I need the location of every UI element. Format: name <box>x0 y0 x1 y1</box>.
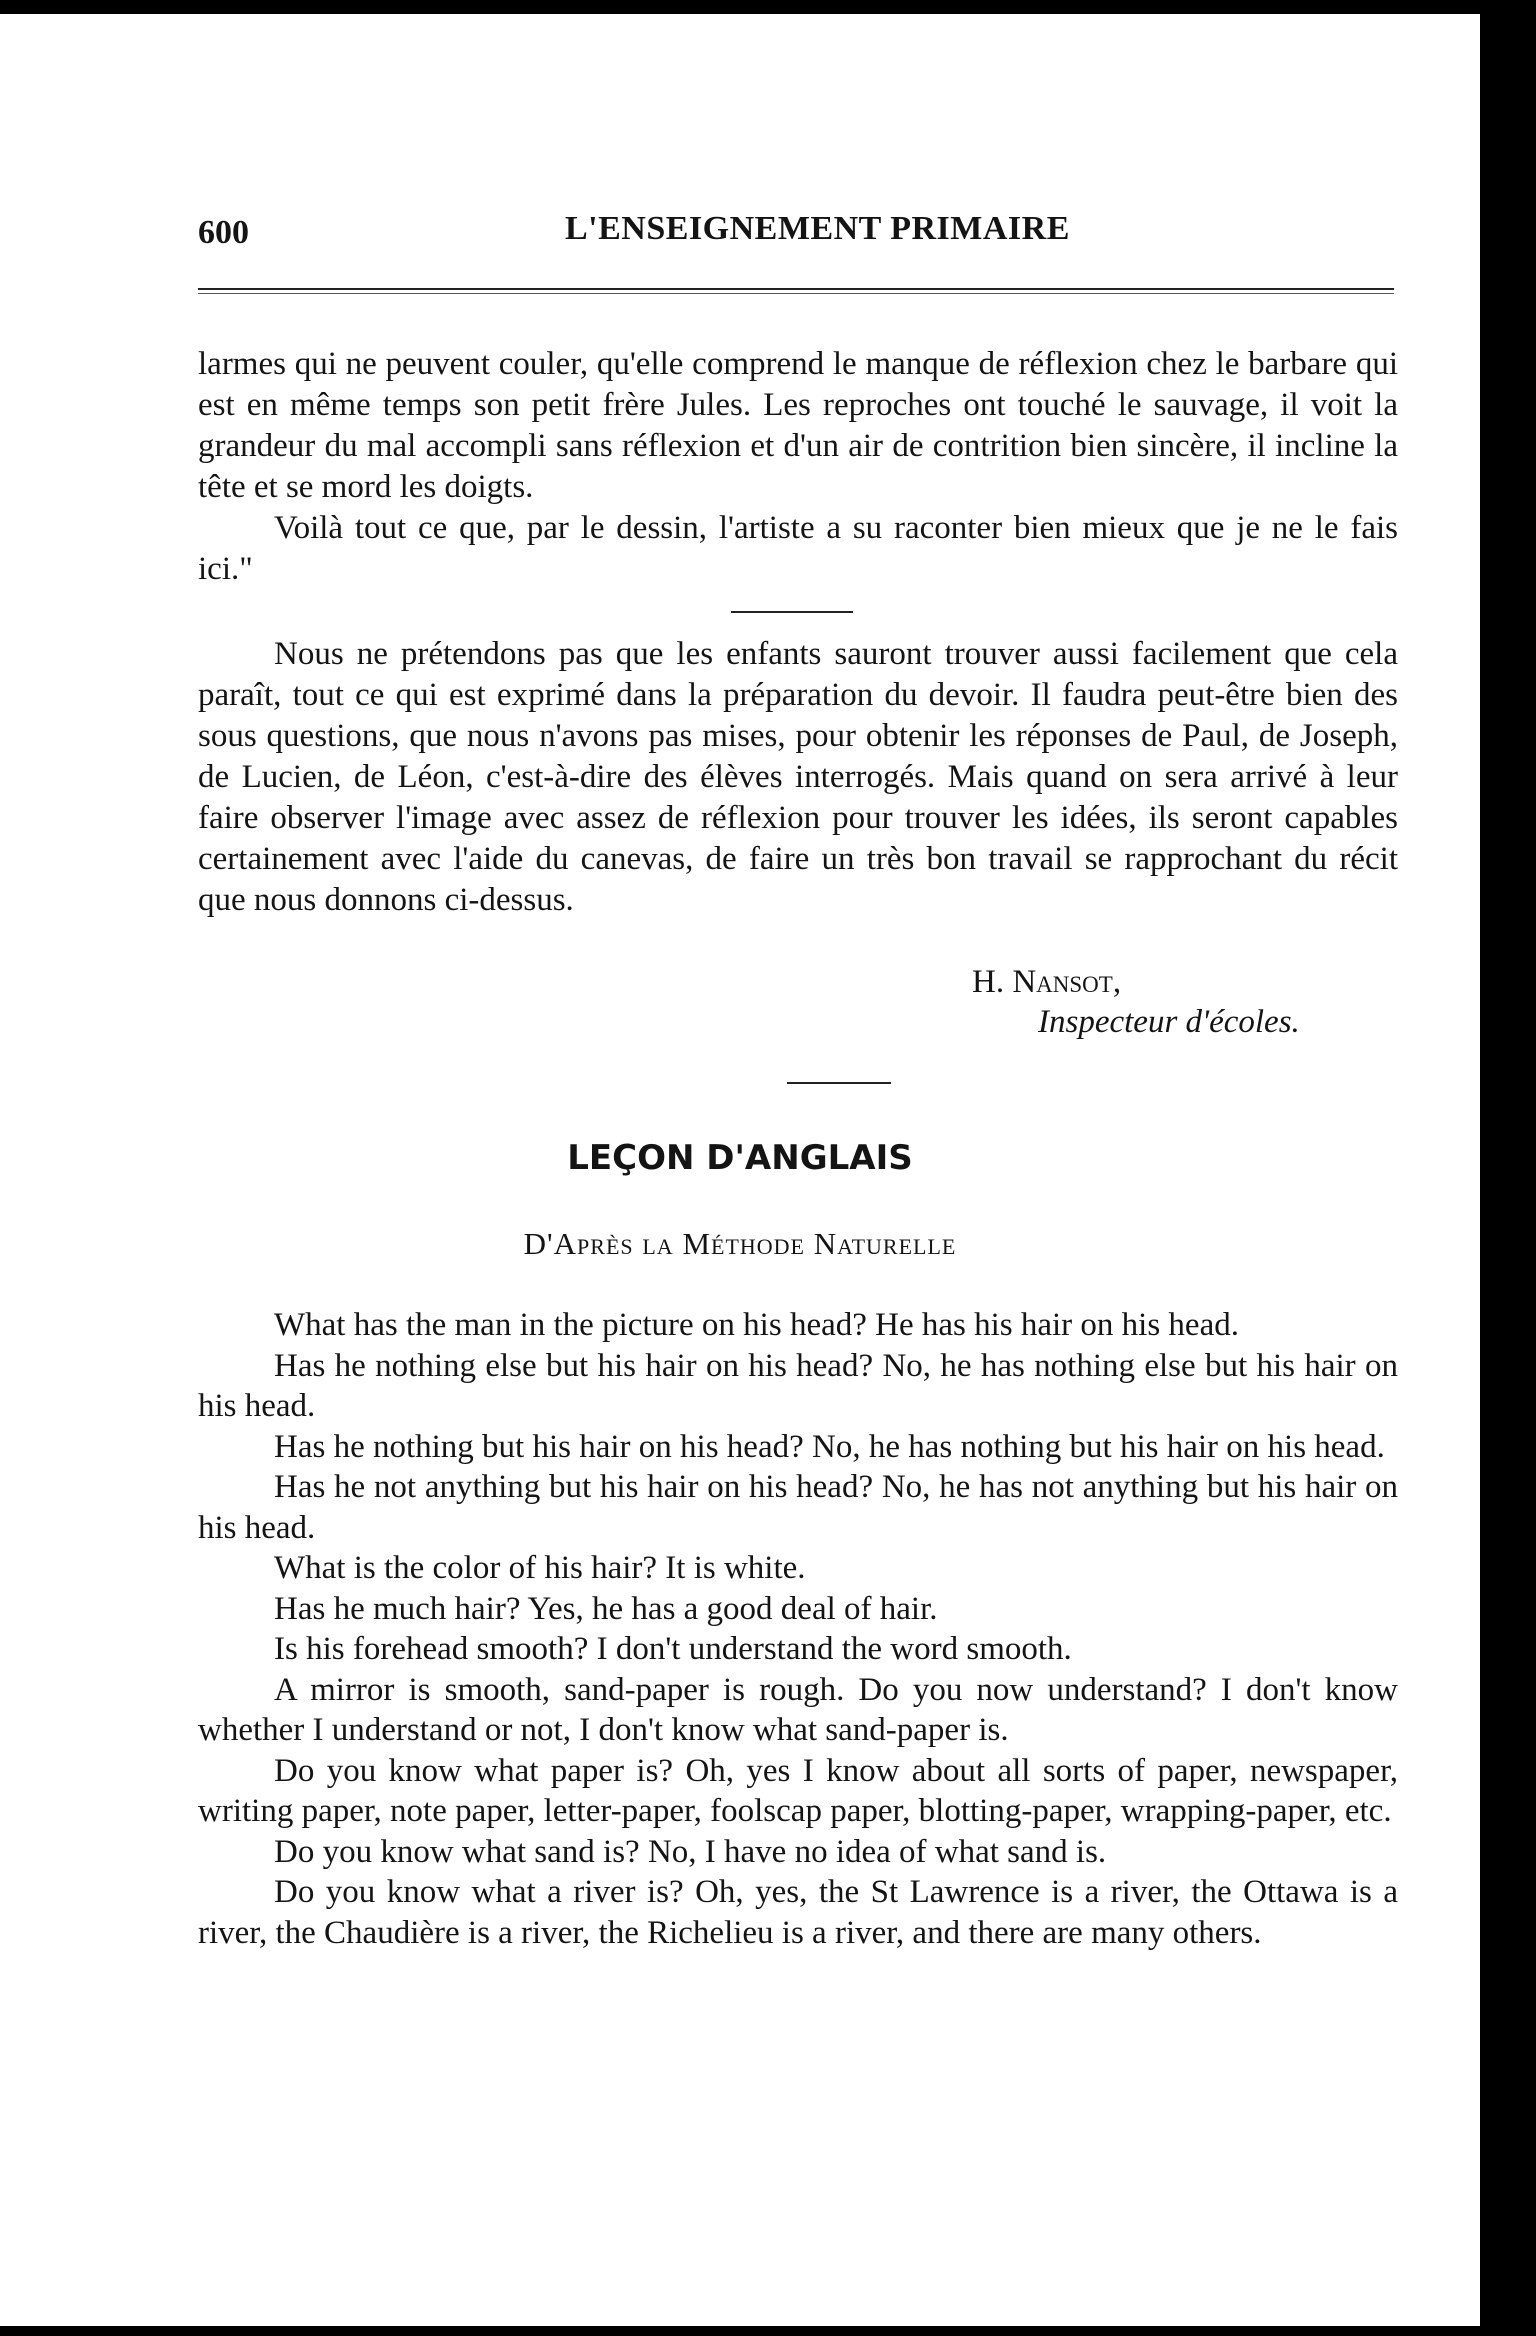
lesson-paragraph: Has he nothing else but his hair on his head? No, he has nothing else but his hair on his head. <box>198 1347 1398 1424</box>
lesson-title: LEÇON D'ANGLAIS <box>567 1138 913 1178</box>
scan-border-right <box>1480 0 1536 2336</box>
paragraph: Nous ne prétendons pas que les enfants sauront trouver aussi facilement que cela paraît, tout ce qui est exprimé dans la préparation du devoir. Il faudra peut-être bien des sous questions, que nous n'avons pas mises, pour obtenir les réponses de Paul, de Joseph, de Lucien, de Léon, c'est-à-dire des élèves interrogés. Mais quand on sera arrivé à leur faire observer l'image avec assez de réflexion pour trouver les idées, ils seront capables certainement avec l'aide du canevas, de faire un très bon travail se rapprochant du récit que nous donnons ci-dessus. <box>198 636 1398 918</box>
lesson-paragraph: Do you know what paper is? Oh, yes I know about all sorts of paper, newspaper, writing paper, note paper, letter-paper, foolscap paper, blotting-paper, wrapping-paper, etc. <box>198 1752 1398 1829</box>
author-title: Inspecteur d'écoles. <box>1038 1004 1300 1040</box>
commentary-text <box>198 634 1398 921</box>
lesson-paragraph: Is his forehead smooth? I don't understand the word smooth. <box>274 1631 1072 1667</box>
header-rule-secondary <box>198 293 1394 294</box>
author-name: H. Nansot, <box>972 964 1122 1000</box>
section-separator <box>787 1082 891 1084</box>
lesson-paragraph: A mirror is smooth, sand-paper is rough. Do you now understand? I don't know whether I understand or not, I don't know what sand-paper is. <box>198 1671 1398 1748</box>
lesson-paragraph: Has he not anything but his hair on his head? No, he has not anything but his hair on his head. <box>198 1469 1398 1546</box>
page-number: 600 <box>198 214 249 251</box>
paragraph: Voilà tout ce que, par le dessin, l'artiste a su raconter bien mieux que je ne le fais ici." <box>198 510 1398 587</box>
lesson-paragraph: What is the color of his hair? It is white. <box>274 1550 806 1586</box>
document-page <box>0 14 1480 2326</box>
lesson-subtitle: D'Après la Méthode Naturelle <box>523 1226 957 1261</box>
lesson-paragraph: Do you know what sand is? No, I have no idea of what sand is. <box>274 1833 1107 1870</box>
section-separator <box>731 611 853 613</box>
lesson-paragraph: Has he nothing but his hair on his head? No, he has nothing but his hair on his head. <box>274 1428 1385 1465</box>
lesson-paragraph: What has the man in the picture on his head? He has his hair on his head. <box>274 1307 1239 1343</box>
signature-block <box>972 962 1300 1042</box>
lesson-paragraph: Has he much hair? Yes, he has a good deal of hair. <box>274 1590 938 1627</box>
lesson-paragraph: Do you know what a river is? Oh, yes, the St Lawrence is a river, the Ottawa is a river, the Chaudière is a river, the Richelieu is a river, and there are many others. <box>198 1874 1398 1951</box>
lesson-body <box>198 1305 1398 1953</box>
paragraph: larmes qui ne peuvent couler, qu'elle comprend le manque de réflexion chez le barbare qui est en même temps son petit frère Jules. Les reproches ont touché le sauvage, il voit la grandeur du mal accompli sans réflexion et d'un air de contrition bien sincère, il incline la tête et se mord les doigts. <box>198 346 1398 505</box>
scan-border-top <box>0 0 1536 14</box>
running-title: L'ENSEIGNEMENT PRIMAIRE <box>565 210 1070 247</box>
scan-border-bottom <box>0 2326 1536 2336</box>
continued-text <box>198 344 1398 590</box>
header-rule <box>198 288 1394 290</box>
